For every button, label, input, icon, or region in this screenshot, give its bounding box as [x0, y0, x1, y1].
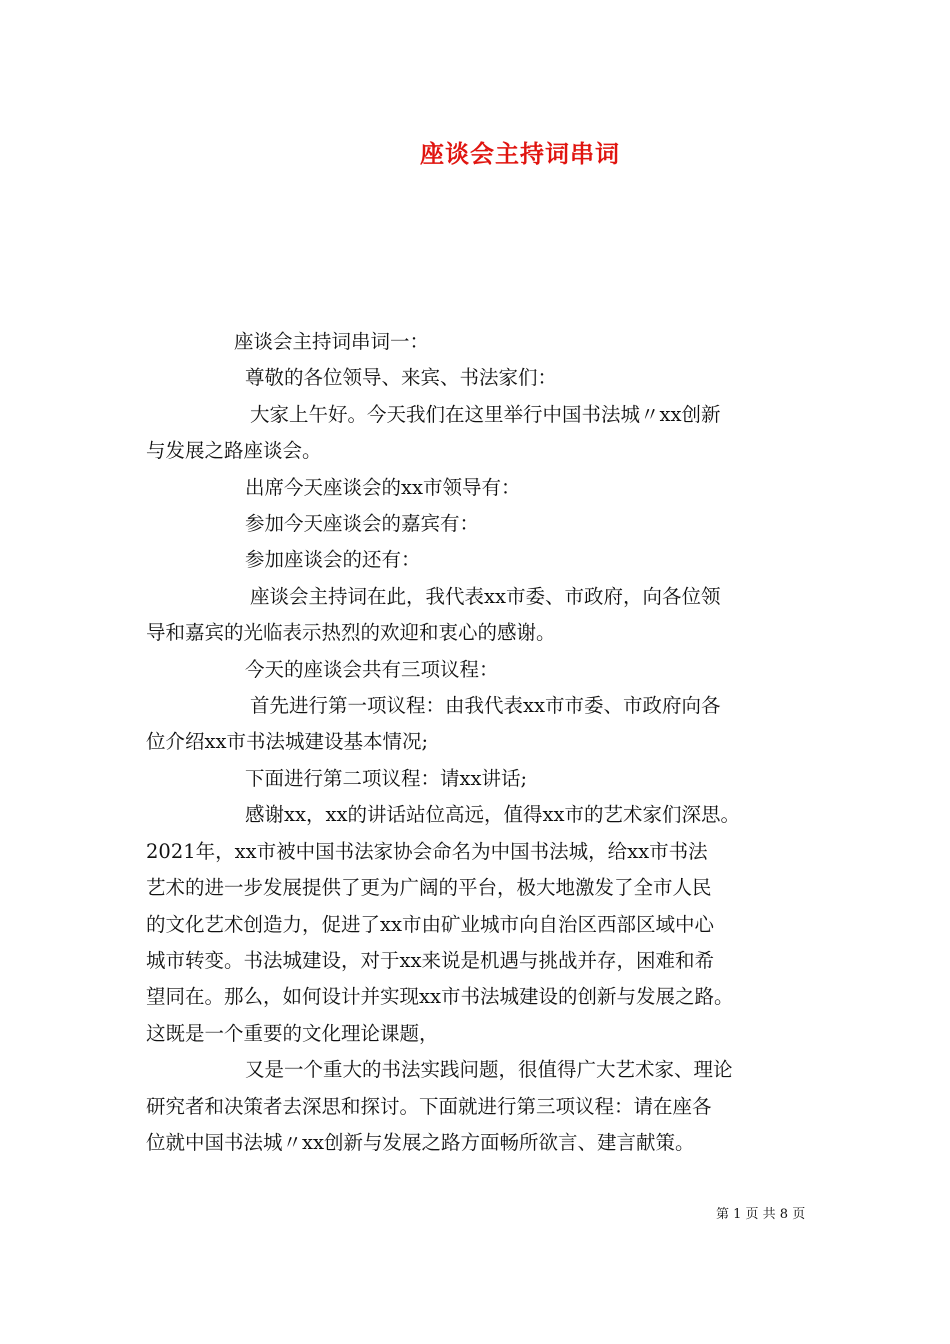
paragraph-line: 艺术的进一步发展提供了更为广阔的平台，极大地激发了全市人民	[146, 876, 712, 900]
paragraph-line: 参加今天座谈会的嘉宾有：	[245, 512, 480, 536]
paragraph-line: 下面进行第二项议程：请xx讲话;	[245, 766, 528, 790]
paragraph-line: 与发展之路座谈会。	[146, 439, 322, 463]
paragraph-line: 感谢xx，xx的讲话站位高远，值得xx市的艺术家们深思。	[245, 803, 740, 827]
paragraph-line: 这既是一个重要的文化理论课题，	[146, 1021, 439, 1045]
paragraph-line: 城市转变。书法城建设，对于xx来说是机遇与挑战并存，困难和希	[146, 948, 714, 972]
paragraph-line: 首先进行第一项议程：由我代表xx市市委、市政府向各	[250, 694, 721, 718]
paragraph-line: 尊敬的各位领导、来宾、书法家们：	[245, 366, 558, 390]
paragraph-line: 今天的座谈会共有三项议程：	[245, 657, 499, 681]
paragraph-line: 座谈会主持词在此，我代表xx市委、市政府，向各位领	[250, 584, 721, 608]
paragraph-line: 位介绍xx市书法城建设基本情况;	[146, 730, 429, 754]
paragraph-line: 出席今天座谈会的xx市领导有：	[245, 475, 521, 499]
paragraph-line: 位就中国书法城〃xx创新与发展之路方面畅所欲言、建言献策。	[146, 1130, 695, 1154]
paragraph-line: 研究者和决策者去深思和探讨。下面就进行第三项议程：请在座各	[146, 1094, 712, 1118]
paragraph-line: 2021年，xx市被中国书法家协会命名为中国书法城，给xx市书法	[146, 839, 708, 863]
document-body	[146, 324, 808, 1161]
paragraph-line: 参加座谈会的还有：	[245, 548, 421, 572]
paragraph-line: 望同在。那么，如何设计并实现xx市书法城建设的创新与发展之路。	[146, 985, 734, 1009]
paragraph-line: 又是一个重大的书法实践问题，很值得广大艺术家、理论	[245, 1058, 733, 1082]
page-title: 座谈会主持词串词	[420, 139, 620, 168]
paragraph-line: 大家上午好。今天我们在这里举行中国书法城〃xx创新	[250, 402, 721, 426]
paragraph-line: 的文化艺术创造力，促进了xx市由矿业城市向自治区西部区域中心	[146, 912, 714, 936]
paragraph-line: 座谈会主持词串词一：	[234, 330, 430, 353]
paragraph-line: 导和嘉宾的光临表示热烈的欢迎和衷心的感谢。	[146, 621, 556, 645]
page-number-footer: 第 1 页 共 8 页	[716, 1207, 806, 1222]
